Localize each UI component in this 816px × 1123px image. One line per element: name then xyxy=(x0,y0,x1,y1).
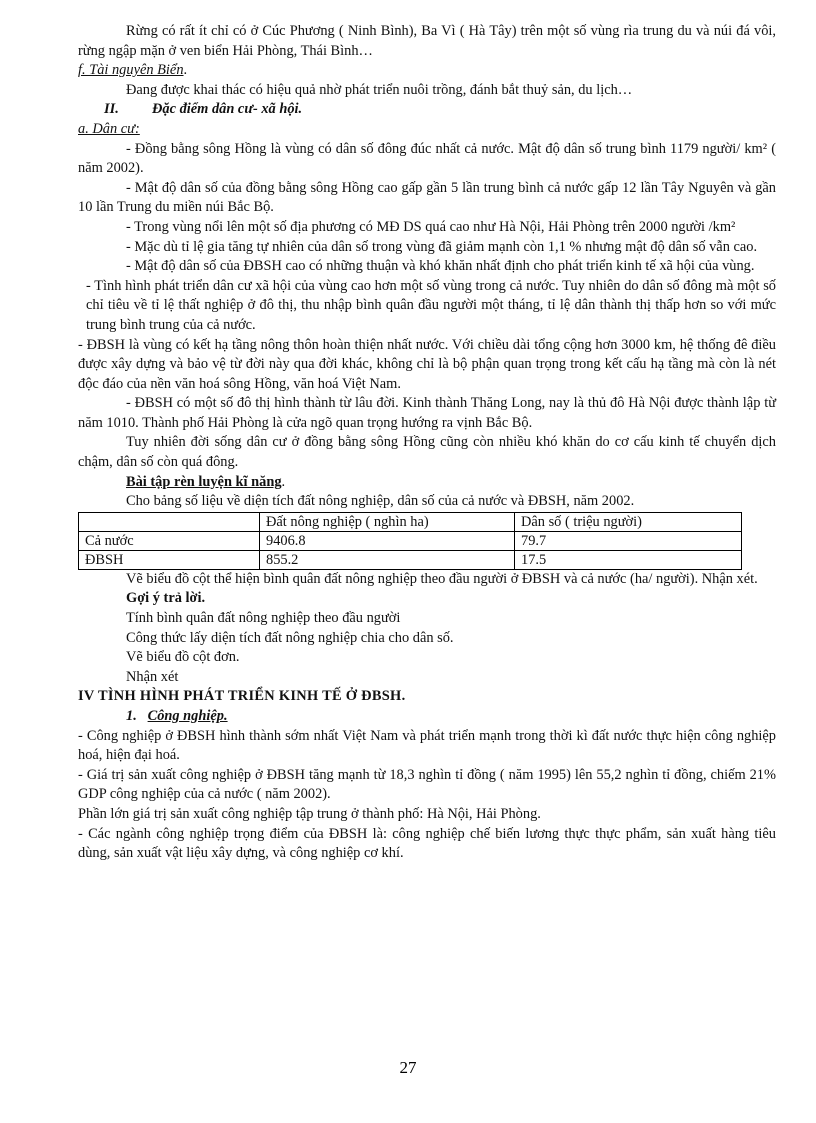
subheading-title: Công nghiệp. xyxy=(147,708,228,724)
section-heading-economy-text: IV TÌNH HÌNH PHÁT TRIỂN KINH TẾ Ở ĐBSH xyxy=(78,688,402,705)
hint-item: Vẽ biểu đồ cột đơn. xyxy=(126,649,240,666)
paragraph-forest: Rừng có rất ít chỉ có ở Cúc Phương ( Ninh Bình), Ba Vì ( Hà Tây) trên một số vùng rìa trung du và núi đá vôi, rừng ngập mặn ở ven biển Hải Phòng, Thái Bình… xyxy=(78,23,776,59)
subheading-number: 1. xyxy=(126,708,137,724)
table-header-cell: Dân số ( triệu người) xyxy=(515,512,742,531)
table-row xyxy=(79,531,742,550)
table-cell: 855.2 xyxy=(260,550,515,569)
table-cell: 79.7 xyxy=(515,531,742,550)
exercise-title-tail: . xyxy=(281,473,286,490)
heading-population-text: a. Dân cư: xyxy=(78,120,140,137)
paragraph-marine: Đang được khai thác có hiệu quả nhờ phát triển nuôi trồng, đánh bắt thuỷ sản, du lịch… xyxy=(126,81,633,98)
hint-title: Gợi ý trả lời. xyxy=(126,590,206,607)
bullet-high-density-cities: - Trong vùng nổi lên một số địa phương có MĐ DS quá cao như Hà Nội, Hải Phòng trên 2000 người /km² xyxy=(126,218,736,235)
exercise-heading xyxy=(78,473,776,493)
bullet-density-impact: - Mật độ dân số của ĐBSH cao có những thuận và khó khăn nhất định cho phát triển kinh tế xã hội của vùng. xyxy=(126,258,755,275)
table-header-cell xyxy=(79,512,260,531)
bullet-density-compare: - Mật độ dân số của đồng bằng sông Hồng cao gấp gần 5 lần trung bình cả nước gấp 12 lần Tây Nguyên và gần 10 lần Trung du miền núi Bắc Bộ. xyxy=(78,179,776,216)
bullet-industry-value: - Giá trị sản xuất công nghiệp ở ĐBSH tăng mạnh từ 18,3 nghìn tỉ đồng ( năm 1995) lên 55,2 nghìn tỉ đồng, chiếm 21% GDP công nghiệp của cả nước ( năm 2002). xyxy=(78,766,776,803)
exercise-intro: Cho bảng số liệu về diện tích đất nông nghiệp, dân số của cả nước và ĐBSH, năm 2002. xyxy=(126,493,635,510)
section-heading-population xyxy=(78,100,776,120)
paragraph-industry-cities: Phần lớn giá trị sản xuất công nghiệp tập trung ở thành phố: Hà Nội, Hải Phòng. xyxy=(78,805,541,822)
table-cell: Cả nước xyxy=(79,531,260,550)
table-cell: 17.5 xyxy=(515,550,742,569)
table-header-cell: Đất nông nghiệp ( nghìn ha) xyxy=(260,512,515,531)
section-title: Đặc điểm dân cư- xã hội. xyxy=(152,101,303,118)
section-heading-economy xyxy=(78,687,776,707)
paragraph-difficulties: Tuy nhiên đời sống dân cư ở đồng bằng sông Hồng cũng còn nhiều khó khăn do cơ cấu kinh tế chuyển dịch chậm, dân số còn quá đông. xyxy=(78,434,776,471)
data-table xyxy=(78,512,742,570)
exercise-title: Bài tập rèn luyện kĩ năng xyxy=(126,473,282,490)
heading-marine-resources-text: f. Tài nguyên Biển xyxy=(78,62,184,79)
bullet-natural-growth: - Mặc dù tỉ lệ gia tăng tự nhiên của dân số trong vùng đã giảm mạnh còn 1,1 % nhưng mật độ dân số vẫn cao. xyxy=(126,238,758,255)
subheading-industry xyxy=(78,707,776,727)
bullet-density: - Đồng bằng sông Hồng là vùng có dân số đông đúc nhất cả nước. Mật độ dân số trung bình 1179 người/ km² ( năm 2002). xyxy=(78,140,776,177)
table-header-row xyxy=(79,512,742,531)
exercise-task: Vẽ biểu đồ cột thể hiện bình quân đất nông nghiệp theo đầu người ở ĐBSH và cả nước (ha/ người). Nhận xét. xyxy=(126,570,758,587)
table-cell: ĐBSH xyxy=(79,550,260,569)
bullet-infrastructure: - ĐBSH là vùng có kết hạ tầng nông thôn hoàn thiện nhất nước. Với chiều dài tổng cộng hơn 3000 km, hệ thống đê điều được xây dựng và bảo vệ từ đời này qua đời khác, không chỉ là bộ phận quan trọng trong kết cấu hạ tầng mà còn là nét độc đáo của nền văn hoá sông Hồng, văn hoá Việt Nam. xyxy=(78,336,776,392)
hint-item: Nhận xét xyxy=(126,668,179,685)
table-row xyxy=(79,550,742,569)
heading-marine-resources-tail: . xyxy=(183,62,188,79)
page-number: 27 xyxy=(399,1058,417,1077)
document-page xyxy=(78,22,776,864)
hint-item: Tính bình quân đất nông nghiệp theo đầu người xyxy=(126,610,401,627)
heading-population xyxy=(78,120,776,140)
bullet-industry-origin: - Công nghiệp ở ĐBSH hình thành sớm nhất Việt Nam và phát triển mạnh trong thời kì đất nước thực hiện công nghiệp hoá, hiện đại hoá. xyxy=(78,727,776,764)
section-number: II. xyxy=(104,101,119,118)
heading-marine-resources xyxy=(78,61,776,81)
bullet-key-industries: - Các ngành công nghiệp trọng điểm của ĐBSH là: công nghiệp chế biến lương thực thực phẩm, sản xuất hàng tiêu dùng, sản xuất vật liệu xây dựng, và công nghiệp cơ khí. xyxy=(78,825,776,862)
hint-item: Công thức lấy diện tích đất nông nghiệp chia cho dân số. xyxy=(126,629,454,646)
bullet-urban-history: - ĐBSH có một số đô thị hình thành từ lâu đời. Kinh thành Thăng Long, nay là thủ đô Hà Nội được thành lập từ năm 1010. Thành phố Hải Phòng là cửa ngõ quan trọng hướng ra vịnh Bắc Bộ. xyxy=(78,395,776,431)
table-cell: 9406.8 xyxy=(260,531,515,550)
section-heading-economy-tail: . xyxy=(401,688,406,705)
bullet-social-development: - Tình hình phát triển dân cư xã hội của vùng cao hơn một số vùng trong cả nước. Tuy nhiên do dân số đông mà một số chỉ tiêu về tỉ lệ thất nghiệp ở đô thị, thu nhập bình quân đầu người một tháng, tỉ lệ dân thành thị thấp hơn so với mức trung bình trung của cả nước. xyxy=(86,277,776,333)
